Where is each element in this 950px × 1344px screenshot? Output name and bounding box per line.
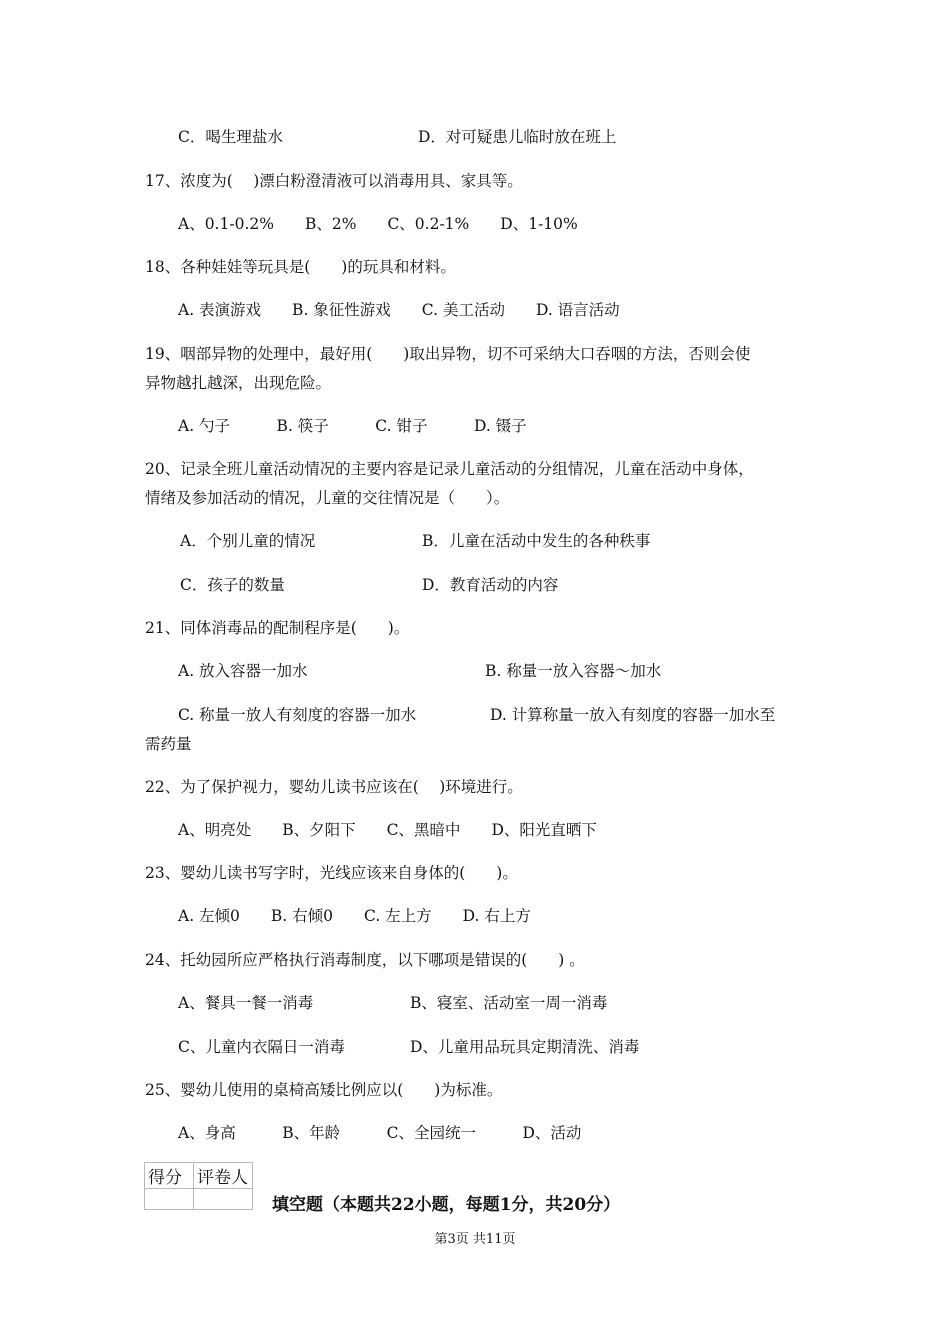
- question-text: C、儿童内衣隔日一消毒: [178, 1038, 345, 1056]
- question-text: B．儿童在活动中发生的各种秩事: [422, 532, 651, 550]
- question-text: C．喝生理盐水: [178, 128, 283, 146]
- score-cell: [145, 1189, 194, 1210]
- question-text: 19、咽部异物的处理中，最好用( )取出异物，切不可采纳大口吞咽的方法，否则会使: [145, 345, 751, 363]
- question-text: D、儿童用品玩具定期清洗、消毒: [410, 1038, 640, 1056]
- question-text: A、明亮处 B、夕阳下 C、黑暗中 D、阳光直晒下: [178, 821, 597, 839]
- question-text: 18、各种娃娃等玩具是( )的玩具和材料。: [145, 258, 456, 276]
- question-text: D．对可疑患儿临时放在班上: [418, 128, 617, 146]
- grader-label: 评卷人: [194, 1163, 253, 1189]
- question-text: 21、同体消毒品的配制程序是( )。: [145, 619, 410, 637]
- score-table: [144, 1162, 253, 1210]
- question-text: C．孩子的数量: [180, 576, 285, 594]
- question-text: 22、为了保护视力，婴幼儿读书应该在( )环境进行。: [145, 778, 523, 796]
- question-text: 20、记录全班儿童活动情况的主要内容是记录儿童活动的分组情况，儿童在活动中身体，: [145, 460, 754, 478]
- question-text: 异物越扎越深，出现危险。: [145, 374, 332, 392]
- question-text: 情绪及参加活动的情况，儿童的交往情况是（ ）。: [145, 489, 510, 507]
- question-text: 23、婴幼儿读书写字时，光线应该来自身体的( )。: [145, 864, 518, 882]
- question-text: A．个别儿童的情况: [180, 532, 316, 550]
- question-text: 24、托幼园所应严格执行消毒制度，以下哪项是错误的( ) 。: [145, 951, 585, 969]
- question-text: 需药量: [145, 735, 192, 753]
- question-text: 25、婴幼儿使用的桌椅高矮比例应以( )为标准。: [145, 1081, 503, 1099]
- question-text: A. 表演游戏 B. 象征性游戏 C. 美工活动 D. 语言活动: [178, 301, 620, 319]
- question-text: D．教育活动的内容: [422, 576, 559, 594]
- question-text: B、寝室、活动室一周一消毒: [410, 994, 608, 1012]
- score-label: 得分: [145, 1163, 194, 1189]
- question-text: A. 左倾0 B. 右倾0 C. 左上方 D. 右上方: [178, 907, 531, 925]
- question-text: A、餐具一餐一消毒: [178, 994, 314, 1012]
- section-title: 填空题（本题共22小题，每题1分，共20分）: [272, 1195, 621, 1215]
- question-text: B. 称量一放入容器～加水: [485, 662, 662, 680]
- grader-cell: [194, 1189, 253, 1210]
- question-text: A、身高 B、年龄 C、全园统一 D、活动: [178, 1124, 582, 1142]
- question-text: 17、浓度为( )漂白粉澄清液可以消毒用具、家具等。: [145, 172, 523, 190]
- question-text: D. 计算称量一放入有刻度的容器一加水至: [490, 706, 776, 724]
- question-text: A、0.1-0.2% B、2% C、0.2-1% D、1-10%: [178, 215, 578, 233]
- question-text: C. 称量一放人有刻度的容器一加水: [178, 706, 417, 724]
- question-text: A. 放入容器一加水: [178, 662, 308, 680]
- page-footer: 第3页 共11页: [434, 1232, 516, 1247]
- question-text: A. 勺子 B. 筷子 C. 钳子 D. 镊子: [178, 417, 527, 435]
